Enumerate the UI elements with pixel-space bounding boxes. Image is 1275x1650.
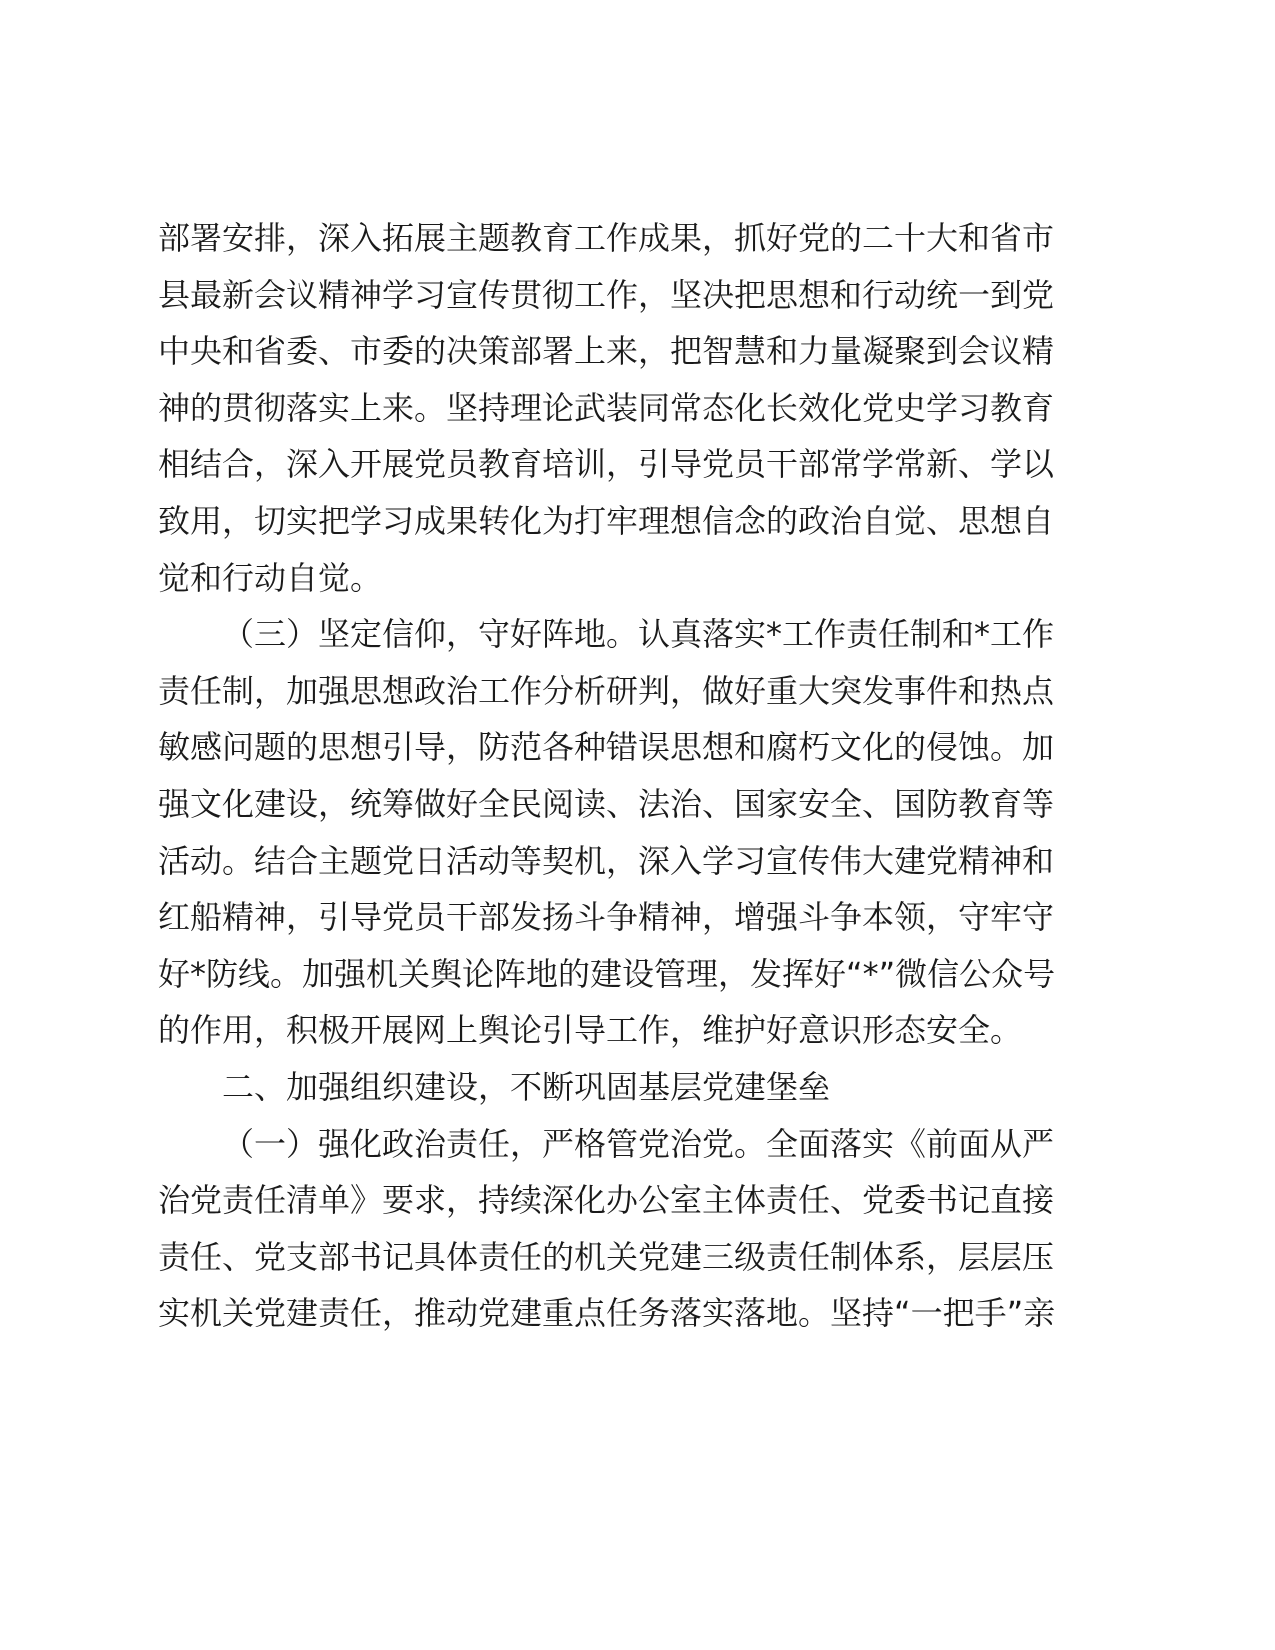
text-line: 敏感问题的思想引导，防范各种错误思想和腐朽文化的侵蚀。加: [158, 728, 1055, 767]
text-line: 好*防线。加强机关舆论阵地的建设管理，发挥好“*”微信公众号: [158, 954, 1056, 993]
text-line: 觉和行动自觉。: [158, 558, 383, 597]
text-line: 中央和省委、市委的决策部署上来，把智慧和力量凝聚到会议精: [158, 332, 1055, 371]
text-line: 部署安排，深入拓展主题教育工作成果，抓好党的二十大和省市: [158, 219, 1055, 257]
text-line: 活动。结合主题党日活动等契机，深入学习宣传伟大建党精神和: [158, 841, 1055, 880]
section-heading-line: （一）强化政治责任，严格管党治党。全面落实《前面从严: [222, 1124, 1055, 1163]
text-line: 治党责任清单》要求，持续深化办公室主体责任、党委书记直接: [158, 1181, 1055, 1220]
document-body: [158, 210, 1058, 1342]
text-line: 的作用，积极开展网上舆论引导工作，维护好意识形态安全。: [158, 1011, 1023, 1050]
section-heading-line: （三）坚定信仰，守好阵地。认真落实*工作责任制和*工作: [222, 615, 1055, 654]
text-line: 神的贯彻落实上来。坚持理论武装同常态化长效化党史学习教育: [158, 388, 1055, 427]
chapter-heading: 二、加强组织建设，不断巩固基层党建堡垒: [222, 1067, 831, 1106]
text-line: 责任制，加强思想政治工作分析研判，做好重大突发事件和热点: [158, 671, 1055, 710]
text-line: 强文化建设，统筹做好全民阅读、法治、国家安全、国防教育等: [158, 784, 1055, 823]
text-line: 实机关党建责任，推动党建重点任务落实落地。坚持“一把手”亲: [158, 1294, 1056, 1333]
text-line: 相结合，深入开展党员教育培训，引导党员干部常学常新、学以: [158, 445, 1055, 484]
text-line: 县最新会议精神学习宣传贯彻工作，坚决把思想和行动统一到党: [158, 275, 1055, 314]
text-line: 红船精神，引导党员干部发扬斗争精神，增强斗争本领，守牢守: [158, 898, 1055, 937]
text-line: 致用，切实把学习成果转化为打牢理想信念的政治自觉、思想自: [158, 501, 1055, 540]
text-line: 责任、党支部书记具体责任的机关党建三级责任制体系，层层压: [158, 1237, 1055, 1276]
